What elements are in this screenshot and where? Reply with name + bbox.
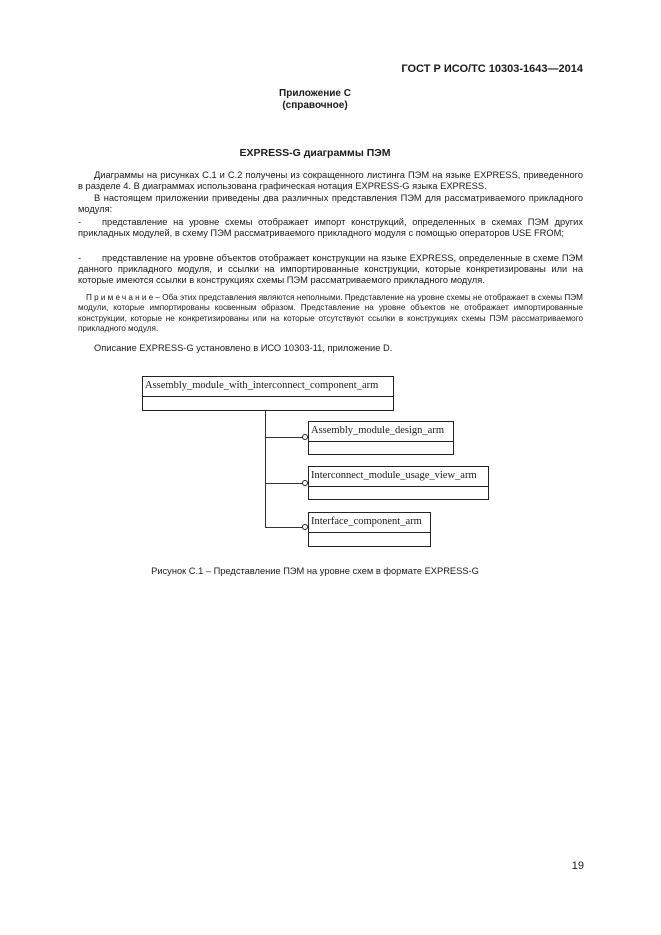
connector-branch xyxy=(265,437,304,438)
list-dash: - xyxy=(78,253,82,263)
schema-name: Assembly_module_with_interconnect_component_arm xyxy=(143,377,393,397)
paragraph-intro: Диаграммы на рисунках С.1 и С.2 получены из сокращенного листинга ПЭМ на языке EXPRESS, приведенного в разделе 4. В диаграммах использована графическая нотация EXPRESS-G языка EXPRESS. xyxy=(78,170,583,192)
note-label: Примечание xyxy=(86,293,156,302)
schema-name: Interconnect_module_usage_view_arm xyxy=(309,467,488,487)
paragraph-express-g-reference: Описание EXPRESS-G установлено в ИСО 10303-11, приложение D. xyxy=(94,343,393,353)
list-item-text: представление на уровне схемы отображает импорт конструкций, определенных в схемах ПЭМ других прикладных модулей, в схему ПЭМ рассматриваемого прикладного модуля с помощью операторов USE FROM; xyxy=(78,217,583,239)
section-title: EXPRESS-G диаграммы ПЭМ xyxy=(239,147,391,159)
list-dash: - xyxy=(78,217,82,227)
schema-box-child xyxy=(308,512,431,547)
connector-trunk xyxy=(265,410,266,528)
note-text: – Оба этих представления являются неполными. Представление на уровне схемы не отображает в схемы ПЭМ модули, которые импортированы косвенным образом. Представление на уровне объектов не отображает импортированные конструкции, которые не конкретизированы или на которые отсутствуют ссылки в конструкциях схемы ПЭМ рассматриваемого прикладного модуля. xyxy=(78,293,583,334)
figure-caption: Рисунок С.1 – Представление ПЭМ на уровне схем в формате EXPRESS-G xyxy=(151,566,479,576)
schema-name: Interface_component_arm xyxy=(309,513,430,533)
annex-subtitle: (справочное) xyxy=(282,100,348,111)
paragraph-representations: В настоящем приложении приведены два различных представления ПЭМ для рассматриваемого прикладного модуля: xyxy=(78,193,583,215)
page-number: 19 xyxy=(571,860,584,872)
schema-name: Assembly_module_design_arm xyxy=(309,422,453,442)
schema-box-main xyxy=(142,376,394,411)
schema-box-child xyxy=(308,421,454,455)
connector-branch xyxy=(265,483,304,484)
schema-box-child xyxy=(308,466,489,500)
annex-title: Приложение С xyxy=(279,88,351,99)
standard-designation: ГОСТ Р ИСО/ТС 10303-1643—2014 xyxy=(401,63,583,75)
connector-branch xyxy=(265,527,304,528)
list-item-text: представление на уровне объектов отображает конструкции на языке EXPRESS, определенные в схеме ПЭМ данного прикладного модуля, и ссылки на импортированные конструкции, которые конкретизированы или на которые имеются ссылки в конструкциях схемы ПЭМ рассматриваемого прикладного модуля. xyxy=(78,253,583,286)
